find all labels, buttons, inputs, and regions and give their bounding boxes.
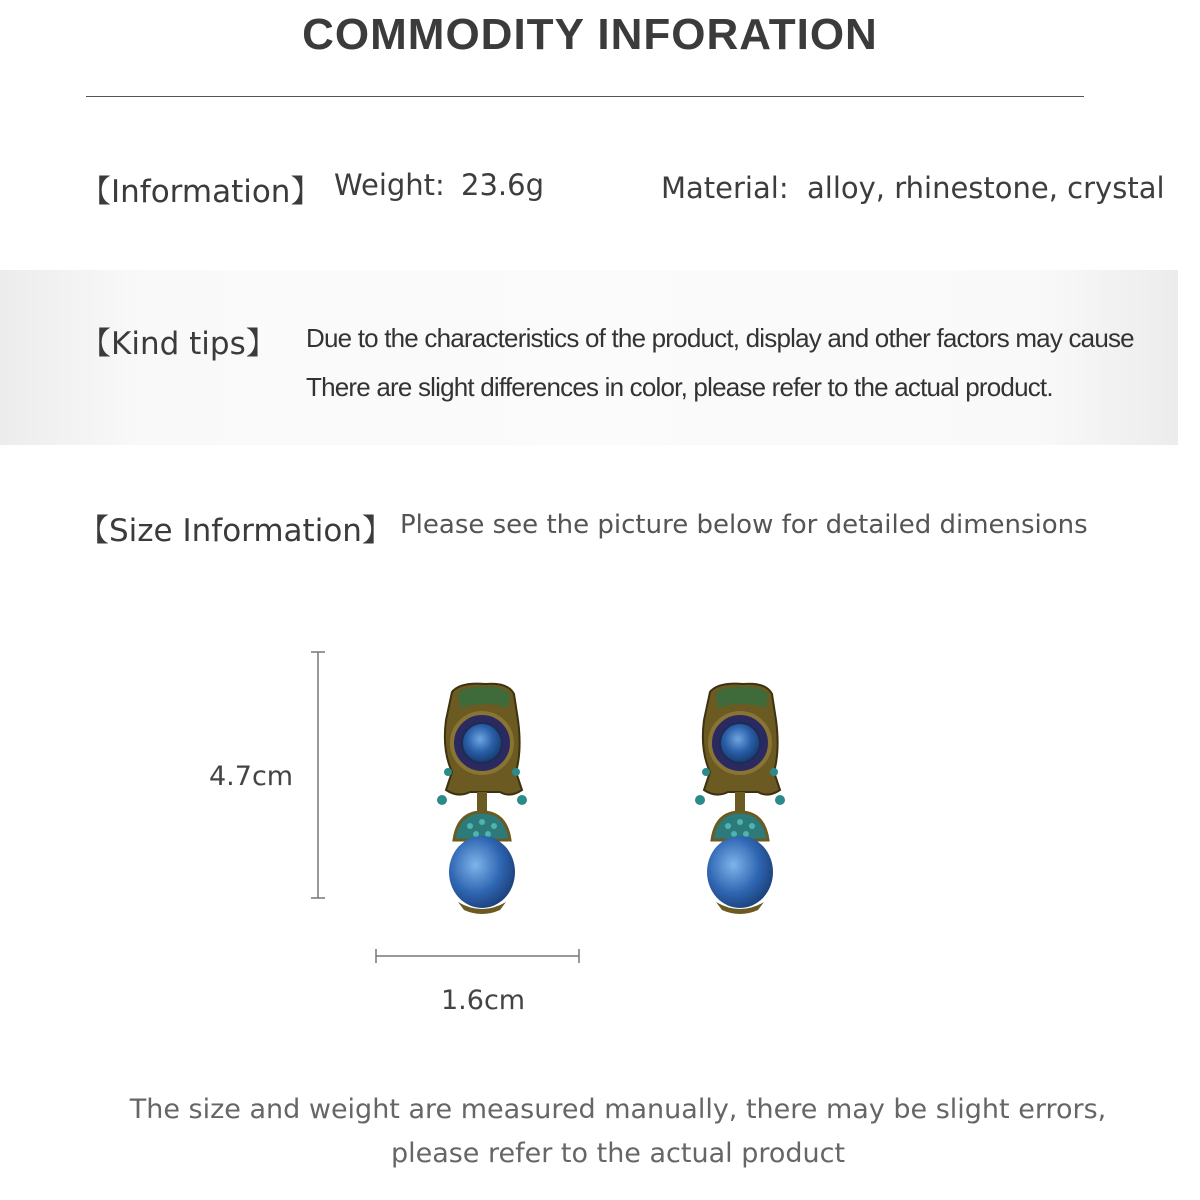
width-dimension-text: 1.6cm — [441, 985, 526, 1016]
kind-tips-line-1: Due to the characteristics of the product, display and other factors may cause — [306, 323, 1134, 353]
page-title: COMMODITY INFORATION — [302, 10, 878, 59]
size-information-note: Please see the picture below for detailed dimensions — [400, 510, 1088, 540]
size-information-label: 【Size Information】 — [78, 513, 393, 549]
footer-line-1: The size and weight are measured manually, there may be slight errors, — [129, 1094, 1107, 1125]
kind-tips-label: 【Kind tips】 — [80, 326, 277, 362]
height-dimension-text: 4.7cm — [209, 761, 294, 792]
material-label: Material: — [661, 171, 789, 205]
footer-line-2: please refer to the actual product — [390, 1138, 846, 1169]
earring-right-image — [688, 680, 798, 915]
material-value: alloy, rhinestone, crystal — [807, 171, 1165, 205]
weight-label: Weight: — [334, 168, 445, 202]
information-label: 【Information】 — [80, 174, 322, 210]
kind-tips-line-2: There are slight differences in color, please refer to the actual product. — [306, 372, 1053, 402]
weight-value: 23.6g — [461, 168, 544, 202]
earring-left-image — [430, 680, 540, 915]
